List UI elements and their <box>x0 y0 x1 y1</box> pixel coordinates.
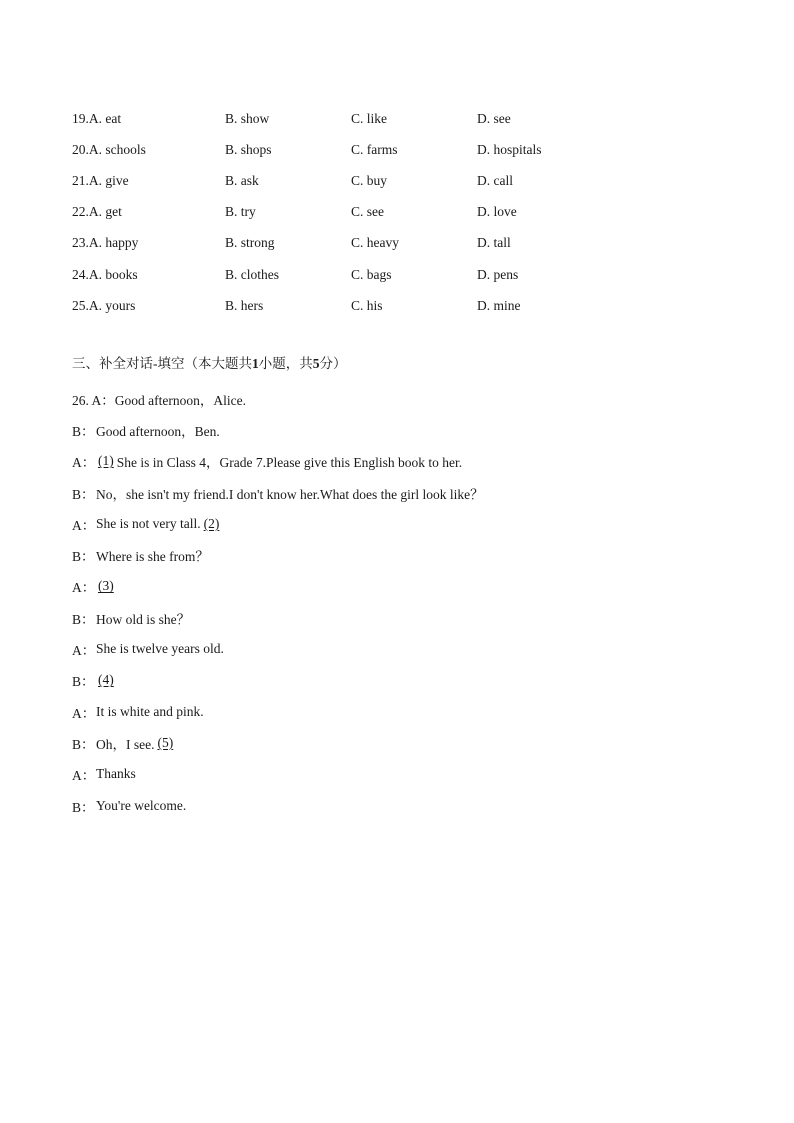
option-a: 24.A. books <box>72 266 138 282</box>
dialogue-text: You're welcome. <box>96 797 187 813</box>
dialogue-text: She is in Class 4，Grade 7.Please give this English book to her. <box>116 455 463 471</box>
dialogue-line <box>72 727 732 758</box>
option-row <box>72 103 672 134</box>
speaker-label: B： <box>72 423 95 439</box>
option-b: B. clothes <box>225 266 279 282</box>
question-number: 25. <box>72 297 89 313</box>
option-a: 23.A. happy <box>72 235 139 251</box>
dialogue-text: No，she isn't my friend.I don't know her.What does the girl look like？ <box>96 486 484 502</box>
blank-2[interactable]: (2) <box>203 515 220 531</box>
option-row <box>72 259 672 290</box>
option-d: D. pens <box>477 266 519 282</box>
option-a: 22.A. get <box>72 204 122 220</box>
dialogue-text: Thanks <box>96 766 136 782</box>
option-b: B. show <box>225 110 270 126</box>
speaker-label: A： <box>72 705 96 721</box>
blank-1[interactable]: (1) <box>98 453 114 469</box>
option-d: D. hospitals <box>477 141 542 157</box>
option-a: 25.A. yours <box>72 297 136 313</box>
speaker-label: B： <box>72 674 95 690</box>
dialogue-text: Oh，I see. <box>96 736 155 752</box>
dialogue-text: Good afternoon，Alice. <box>114 392 246 408</box>
option-row <box>72 134 672 165</box>
speaker-label: A： <box>72 643 96 659</box>
question-number: 23. <box>72 235 89 251</box>
dialogue-text: How old is she？ <box>96 611 191 627</box>
option-d: D. mine <box>477 297 521 313</box>
blank-4[interactable]: (4) <box>98 672 114 688</box>
option-a: 19.A. eat <box>72 110 122 126</box>
speaker-label: B： <box>72 799 95 815</box>
option-c: C. heavy <box>351 235 399 251</box>
dialogue-line <box>72 759 732 790</box>
option-c: C. buy <box>351 172 388 188</box>
option-b: B. shops <box>225 141 272 157</box>
dialogue-line <box>72 414 732 445</box>
option-d: D. tall <box>477 235 511 251</box>
speaker-label: A： <box>72 768 96 784</box>
dialogue-text: She is not very tall. <box>96 515 201 531</box>
option-c: C. see <box>351 204 384 220</box>
speaker-label: B： <box>72 549 95 565</box>
speaker-label: B： <box>72 611 95 627</box>
option-b: B. try <box>225 204 256 220</box>
speaker-label: B： <box>72 486 95 502</box>
option-c: C. his <box>351 297 383 313</box>
option-b: B. strong <box>225 235 275 251</box>
dialogue <box>72 383 732 821</box>
speaker-label: A： <box>72 580 96 596</box>
option-a: 21.A. give <box>72 172 129 188</box>
dialogue-text: It is white and pink. <box>96 703 204 719</box>
dialogue-text: Good afternoon，Ben. <box>96 423 220 439</box>
total-score: 5 <box>312 356 320 371</box>
dialogue-line <box>72 633 732 664</box>
question-number: 20. <box>72 141 89 157</box>
speaker-label: B： <box>72 736 95 752</box>
dialogue-line <box>72 790 732 821</box>
option-row <box>72 165 672 196</box>
option-c: C. like <box>351 110 387 126</box>
option-row <box>72 228 672 259</box>
dialogue-line <box>72 508 732 539</box>
dialogue-line <box>72 602 732 633</box>
option-b: B. hers <box>225 297 264 313</box>
dialogue-line <box>72 571 732 602</box>
section-heading: 三、补全对话-填空（本大题共1小题，共5分） <box>72 356 347 371</box>
dialogue-text: Where is she from？ <box>96 549 209 565</box>
question-number: 21. <box>72 172 89 188</box>
option-d: D. love <box>477 204 517 220</box>
option-d: D. see <box>477 110 511 126</box>
option-d: D. call <box>477 172 513 188</box>
option-row <box>72 290 672 321</box>
dialogue-line <box>72 383 732 414</box>
options-list <box>72 103 672 321</box>
speaker-label: A： <box>72 517 96 533</box>
speaker-label: 26. A： <box>72 392 115 408</box>
option-row <box>72 197 672 228</box>
dialogue-text: She is twelve years old. <box>96 641 224 657</box>
option-c: C. farms <box>351 141 398 157</box>
question-count: 1 <box>252 356 259 371</box>
dialogue-line <box>72 696 732 727</box>
dialogue-line <box>72 446 732 477</box>
option-b: B. ask <box>225 172 259 188</box>
dialogue-line <box>72 477 732 508</box>
blank-5[interactable]: (5) <box>157 734 174 750</box>
question-number: 22. <box>72 204 89 220</box>
option-c: C. bags <box>351 266 392 282</box>
option-a: 20.A. schools <box>72 141 146 157</box>
question-number: 24. <box>72 266 89 282</box>
dialogue-line <box>72 665 732 696</box>
dialogue-line <box>72 539 732 570</box>
speaker-label: A： <box>72 455 96 471</box>
question-number: 19. <box>72 110 89 126</box>
blank-3[interactable]: (3) <box>98 578 114 594</box>
